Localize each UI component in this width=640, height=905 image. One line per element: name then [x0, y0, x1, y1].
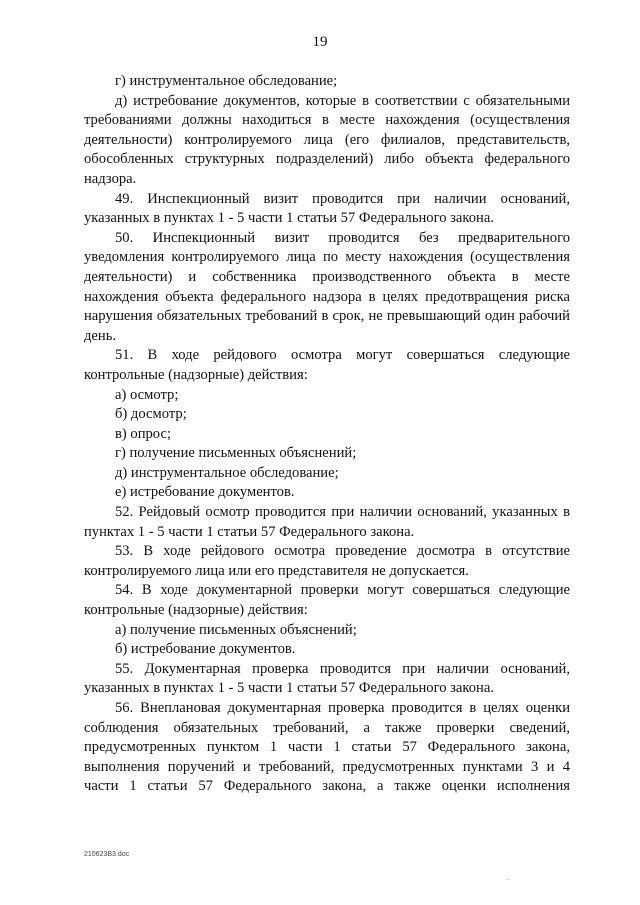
- list-item-a: а) осмотр;: [115, 386, 179, 403]
- paragraph-52: 52. Рейдовый осмотр проводится при наличии оснований, указанных в пунктах 1 - 5 части 1 статьи 57 Федерального закона.: [84, 504, 570, 540]
- page-number: 19: [312, 34, 328, 50]
- paragraph-50: 50. Инспекционный визит проводится без предварительного уведомления контролируемого лица по месту нахождения (осуществления деятельности) и собственника производственного объекта в месте нахождения объекта федерального надзора в целях предотвращения риска нарушения обязательных требований в срок, не превышающий один рабочий день.: [84, 229, 570, 344]
- paragraph-item-g: г) инструментальное обследование;: [115, 73, 338, 89]
- paragraph-49: 49. Инспекционный визит проводится при наличии оснований, указанных в пунктах 1 - 5 части 1 статьи 57 Федерального закона.: [84, 190, 570, 227]
- list-item-b: б) досмотр;: [115, 406, 187, 423]
- list-item-b-2: б) истребование документов.: [115, 641, 296, 658]
- paragraph-54: 54. В ходе документарной проверки могут совершаться следующие контрольные (надзорные) действия:: [84, 582, 570, 619]
- document-body: [84, 72, 570, 797]
- list-item-g: г) получение письменных объяснений;: [115, 445, 357, 462]
- list-item-v: в) опрос;: [115, 425, 171, 442]
- paragraph-item-d: д) истребование документов, которые в соответствии с обязательными требованиями должны находиться в месте нахождения (осуществления деятельности) контролируемого лица (его филиалов, представительств, обособленных структурных подразделений) либо объекта федерального надзора.: [84, 92, 570, 187]
- paragraph-55: 55. Документарная проверка проводится при наличии оснований, указанных в пунктах 1 - 5 части 1 статьи 57 Федерального закона.: [84, 660, 570, 697]
- paragraph-51: 51. В ходе рейдового осмотра могут совершаться следующие контрольные (надзорные) действия:: [84, 347, 570, 383]
- paragraph-53: 53. В ходе рейдового осмотра проведение досмотра в отсутствие контролируемого лица или его представителя не допускается.: [84, 543, 570, 579]
- list-item-a-2: а) получение письменных объяснений;: [115, 621, 357, 638]
- corner-mark: ..: [506, 876, 510, 882]
- paragraph-56: 56. Внеплановая документарная проверка проводится в целях оценки соблюдения обязательных требований, а также проверки сведений, предусмотренных пунктом 1 части 1 статьи 57 Федерального закона, выполнения поручений и требований, предусмотренных пунктами 3 и 4 части 1 статьи 57 Федерального закона, а также оценки исполнения: [84, 700, 570, 795]
- list-item-e: е) истребование документов.: [115, 484, 295, 501]
- footer-file-code: 210623B3.doc: [84, 851, 130, 858]
- list-item-d: д) инструментальное обследование;: [115, 464, 339, 481]
